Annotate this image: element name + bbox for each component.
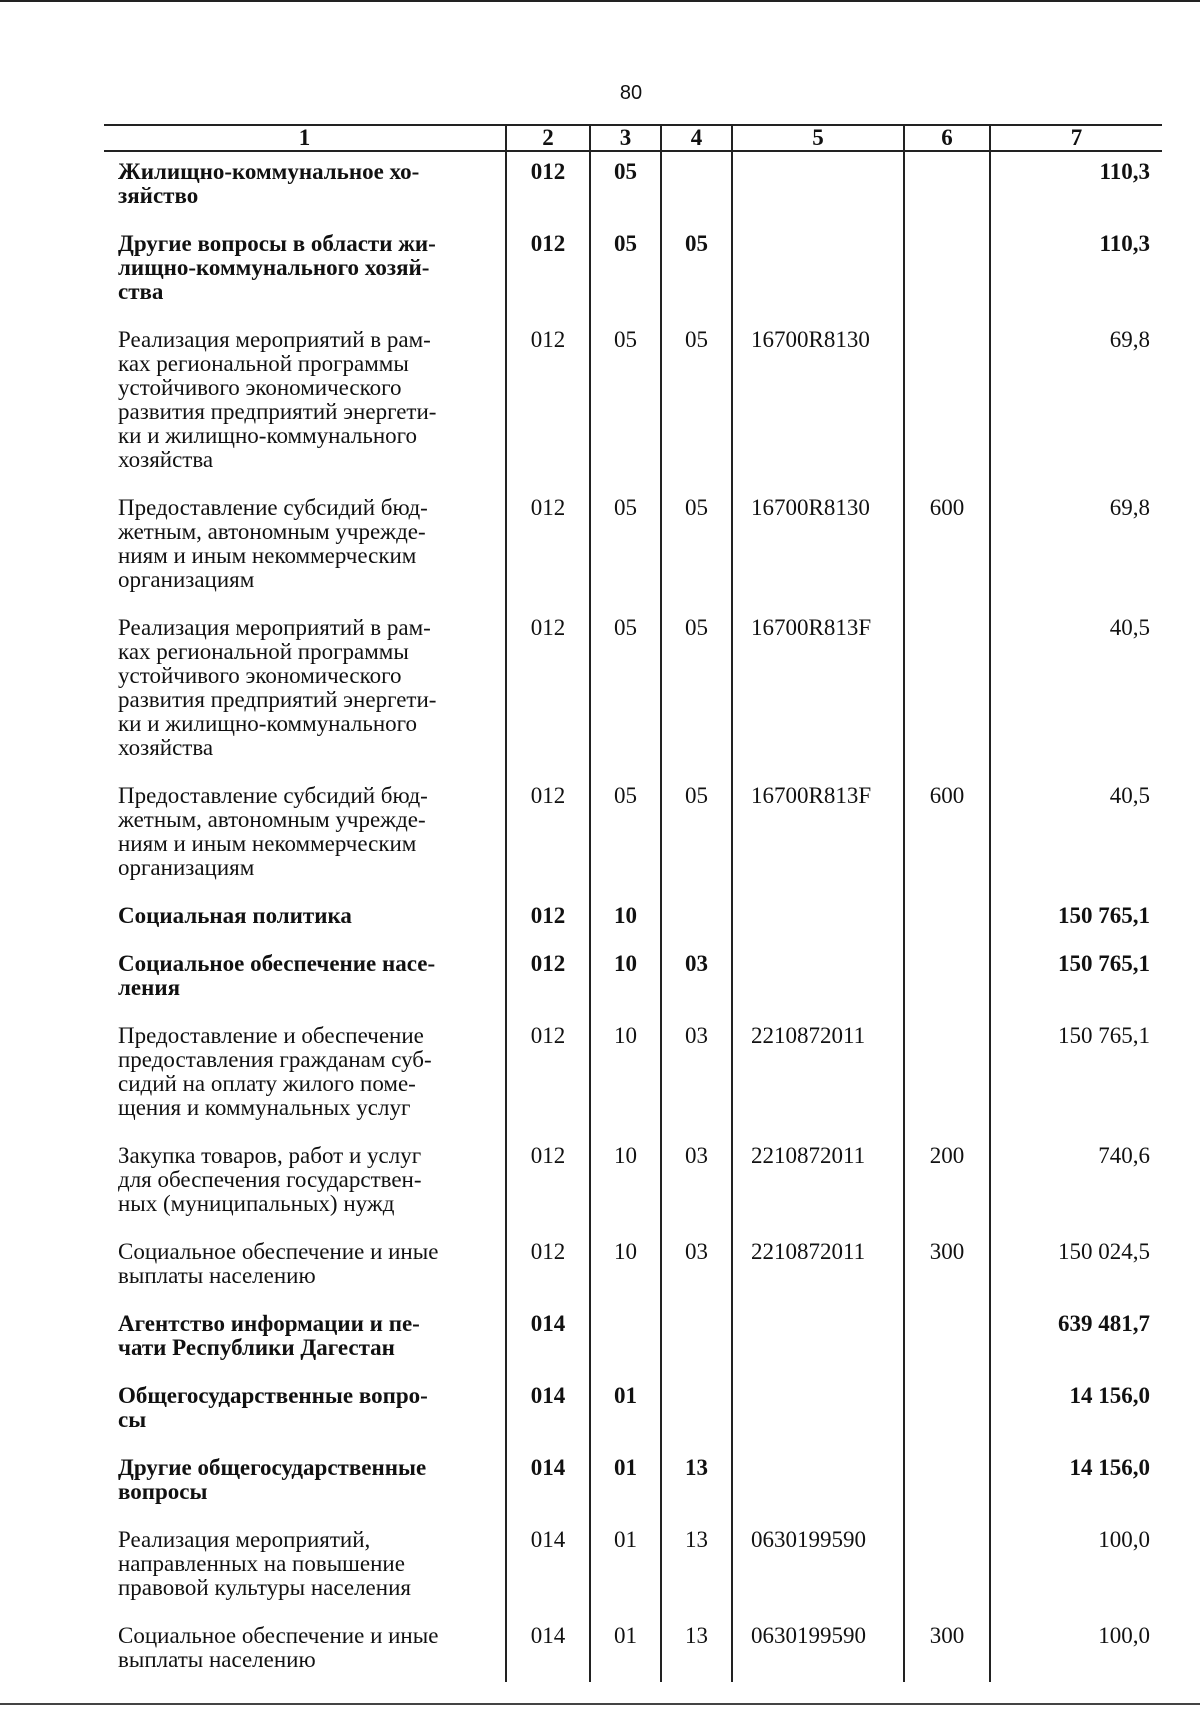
- row-target-article-cell: [732, 1442, 904, 1514]
- row-code-2-cell: 012: [506, 1130, 590, 1226]
- table-row: [104, 890, 1162, 938]
- row-section-cell: 01: [590, 1370, 661, 1442]
- row-name-cell: Реализация мероприятий в рам- ках региональной программы устойчивого экономического развития предприятий энергети- ки и жилищно-коммунального хозяйства: [118, 327, 437, 472]
- row-target-article-cell: [732, 890, 904, 938]
- row-amount-cell: 150 765,1: [990, 938, 1162, 1010]
- row-expense-type-cell: [904, 1370, 990, 1442]
- row-code-2-cell: 012: [506, 938, 590, 1010]
- row-name-cell: Социальное обеспечение и иные выплаты населению: [118, 1623, 439, 1672]
- row-name-cell: Общегосударственные вопро- сы: [118, 1383, 428, 1432]
- row-subsection-cell: 05: [661, 482, 732, 602]
- row-target-article-cell: [732, 1370, 904, 1442]
- row-section-cell: 10: [590, 1010, 661, 1130]
- row-name-cell: Реализация мероприятий, направленных на повышение правовой культуры населения: [118, 1527, 411, 1600]
- row-target-article-cell: 16700R813F: [732, 770, 904, 890]
- row-name-cell: Предоставление и обеспечение предоставления гражданам суб- сидий на оплату жилого поме- щения и коммунальных услуг: [118, 1023, 432, 1120]
- row-subsection-cell: [661, 1298, 732, 1370]
- row-section-cell: 10: [590, 890, 661, 938]
- row-amount-cell: 639 481,7: [990, 1298, 1162, 1370]
- row-name-cell: Реализация мероприятий в рам- ках региональной программы устойчивого экономического развития предприятий энергети- ки и жилищно-коммунального хозяйства: [118, 615, 437, 760]
- column-header-3: 3: [590, 125, 661, 151]
- row-amount-cell: 150 765,1: [990, 890, 1162, 938]
- row-section-cell: 05: [590, 770, 661, 890]
- row-expense-type-cell: 200: [904, 1130, 990, 1226]
- row-name-cell: Другие вопросы в области жи- лищно-коммунального хозяй- ства: [118, 231, 436, 304]
- row-expense-type-cell: [904, 1298, 990, 1370]
- table-header: [104, 125, 1162, 151]
- row-code-2-cell: 012: [506, 218, 590, 314]
- row-target-article-cell: [732, 151, 904, 218]
- row-expense-type-cell: [904, 938, 990, 1010]
- row-expense-type-cell: [904, 602, 990, 770]
- table-row: [104, 1514, 1162, 1610]
- row-code-2-cell: 014: [506, 1514, 590, 1610]
- table-row: [104, 770, 1162, 890]
- table-row: [104, 1442, 1162, 1514]
- row-expense-type-cell: [904, 1514, 990, 1610]
- row-subsection-cell: 05: [661, 218, 732, 314]
- table-row: [104, 218, 1162, 314]
- row-subsection-cell: 03: [661, 938, 732, 1010]
- row-subsection-cell: 03: [661, 1130, 732, 1226]
- row-name-cell: Социальное обеспечение насе- ления: [118, 951, 436, 1000]
- column-header-2: 2: [506, 125, 590, 151]
- row-code-2-cell: 014: [506, 1298, 590, 1370]
- row-code-2-cell: 012: [506, 770, 590, 890]
- row-target-article-cell: 2210872011: [732, 1226, 904, 1298]
- row-subsection-cell: 03: [661, 1226, 732, 1298]
- row-amount-cell: 150 024,5: [990, 1226, 1162, 1298]
- page-number: 80: [619, 82, 643, 104]
- row-code-2-cell: 014: [506, 1370, 590, 1442]
- row-expense-type-cell: 600: [904, 482, 990, 602]
- column-header-6: 6: [904, 125, 990, 151]
- row-expense-type-cell: 300: [904, 1226, 990, 1298]
- table-body: [104, 151, 1162, 1682]
- row-target-article-cell: 16700R8130: [732, 314, 904, 482]
- row-section-cell: 10: [590, 1226, 661, 1298]
- page-top-rule: [0, 0, 1200, 2]
- row-name-cell: Предоставление субсидий бюд- жетным, автономным учрежде- ниям и иным некоммерческим организациям: [118, 783, 428, 880]
- budget-table: [104, 124, 1162, 1682]
- column-header-4: 4: [661, 125, 732, 151]
- row-section-cell: 10: [590, 1130, 661, 1226]
- row-section-cell: 01: [590, 1514, 661, 1610]
- page-bottom-rule: [0, 1703, 1200, 1705]
- row-target-article-cell: [732, 218, 904, 314]
- table-row: [104, 938, 1162, 1010]
- row-amount-cell: 40,5: [990, 770, 1162, 890]
- row-expense-type-cell: [904, 151, 990, 218]
- row-section-cell: 05: [590, 151, 661, 218]
- table-row: [104, 151, 1162, 218]
- row-amount-cell: 110,3: [990, 218, 1162, 314]
- row-name-cell: Другие общегосударственные вопросы: [118, 1455, 427, 1504]
- column-header-1: 1: [104, 125, 506, 151]
- row-subsection-cell: 05: [661, 314, 732, 482]
- row-code-2-cell: 012: [506, 890, 590, 938]
- row-code-2-cell: 012: [506, 314, 590, 482]
- row-section-cell: 05: [590, 314, 661, 482]
- row-amount-cell: 14 156,0: [990, 1370, 1162, 1442]
- row-name-cell: Социальное обеспечение и иные выплаты населению: [118, 1239, 439, 1288]
- row-subsection-cell: 13: [661, 1514, 732, 1610]
- row-amount-cell: 740,6: [990, 1130, 1162, 1226]
- row-name-cell: Закупка товаров, работ и услуг для обеспечения государствен- ных (муниципальных) нужд: [118, 1143, 422, 1216]
- row-section-cell: 05: [590, 602, 661, 770]
- row-target-article-cell: 0630199590: [732, 1514, 904, 1610]
- row-expense-type-cell: 600: [904, 770, 990, 890]
- header-row: [104, 125, 1162, 151]
- row-name-cell: Агентство информации и пе- чати Республики Дагестан: [118, 1311, 420, 1360]
- row-subsection-cell: 13: [661, 1610, 732, 1682]
- table-row: [104, 602, 1162, 770]
- row-amount-cell: 69,8: [990, 482, 1162, 602]
- row-code-2-cell: 012: [506, 1010, 590, 1130]
- row-name-cell: Жилищно-коммунальное хо- зяйство: [118, 159, 420, 208]
- table-row: [104, 314, 1162, 482]
- row-expense-type-cell: [904, 890, 990, 938]
- row-amount-cell: 150 765,1: [990, 1010, 1162, 1130]
- row-expense-type-cell: [904, 1442, 990, 1514]
- row-code-2-cell: 014: [506, 1442, 590, 1514]
- row-target-article-cell: 2210872011: [732, 1130, 904, 1226]
- row-section-cell: [590, 1298, 661, 1370]
- row-target-article-cell: 16700R813F: [732, 602, 904, 770]
- table-row: [104, 482, 1162, 602]
- row-amount-cell: 40,5: [990, 602, 1162, 770]
- row-subsection-cell: 13: [661, 1442, 732, 1514]
- row-subsection-cell: [661, 151, 732, 218]
- row-section-cell: 05: [590, 482, 661, 602]
- row-expense-type-cell: [904, 314, 990, 482]
- row-section-cell: 01: [590, 1610, 661, 1682]
- row-name-cell: Социальная политика: [118, 903, 352, 928]
- row-target-article-cell: [732, 938, 904, 1010]
- row-amount-cell: 69,8: [990, 314, 1162, 482]
- row-target-article-cell: 16700R8130: [732, 482, 904, 602]
- row-target-article-cell: 0630199590: [732, 1610, 904, 1682]
- row-section-cell: 05: [590, 218, 661, 314]
- row-section-cell: 01: [590, 1442, 661, 1514]
- row-subsection-cell: [661, 1370, 732, 1442]
- row-subsection-cell: [661, 890, 732, 938]
- row-expense-type-cell: 300: [904, 1610, 990, 1682]
- row-section-cell: 10: [590, 938, 661, 1010]
- row-code-2-cell: 012: [506, 1226, 590, 1298]
- column-header-5: 5: [732, 125, 904, 151]
- table-row: [104, 1610, 1162, 1682]
- table-row: [104, 1298, 1162, 1370]
- row-amount-cell: 14 156,0: [990, 1442, 1162, 1514]
- row-code-2-cell: 012: [506, 151, 590, 218]
- row-amount-cell: 100,0: [990, 1610, 1162, 1682]
- column-header-7: 7: [990, 125, 1162, 151]
- row-expense-type-cell: [904, 1010, 990, 1130]
- table-row: [104, 1010, 1162, 1130]
- row-subsection-cell: 03: [661, 1010, 732, 1130]
- row-code-2-cell: 012: [506, 602, 590, 770]
- row-subsection-cell: 05: [661, 770, 732, 890]
- row-amount-cell: 100,0: [990, 1514, 1162, 1610]
- row-amount-cell: 110,3: [990, 151, 1162, 218]
- table-row: [104, 1130, 1162, 1226]
- row-name-cell: Предоставление субсидий бюд- жетным, автономным учрежде- ниям и иным некоммерческим организациям: [118, 495, 428, 592]
- row-expense-type-cell: [904, 218, 990, 314]
- row-target-article-cell: 2210872011: [732, 1010, 904, 1130]
- row-target-article-cell: [732, 1298, 904, 1370]
- table-row: [104, 1370, 1162, 1442]
- row-code-2-cell: 014: [506, 1610, 590, 1682]
- row-code-2-cell: 012: [506, 482, 590, 602]
- table-row: [104, 1226, 1162, 1298]
- row-subsection-cell: 05: [661, 602, 732, 770]
